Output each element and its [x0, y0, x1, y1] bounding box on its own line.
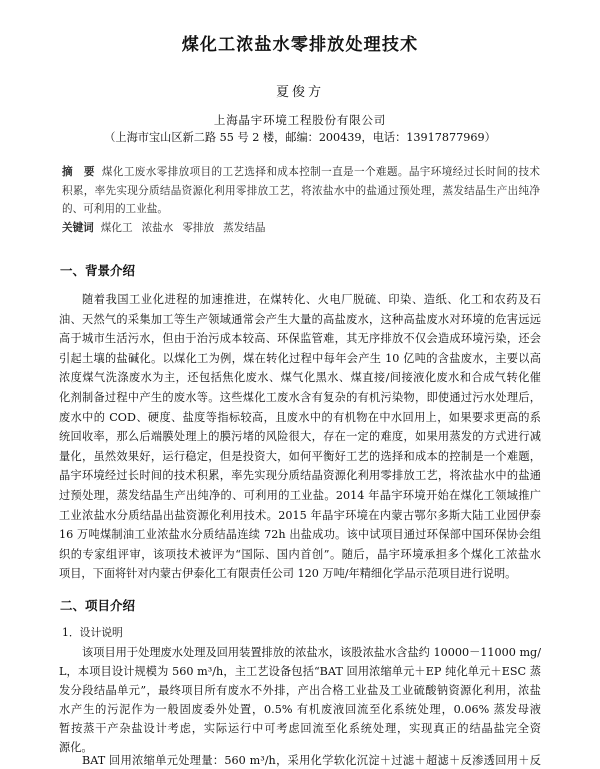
keyword: 煤化工 — [100, 221, 133, 234]
section-heading-background: 一、背景介绍 — [60, 263, 136, 278]
paragraph-line: 废水中的 COD、硬度、盐度等指标较高，且废水中的有机物在中水回用上，如果要求更高的系 — [59, 410, 541, 424]
keywords-line — [62, 219, 540, 238]
paper-address: （上海市宝山区新二路 55 号 2 楼，邮编：200439，电话：13917877969） — [104, 131, 496, 144]
subsection-heading-design: 1．设计说明 — [62, 626, 123, 639]
paragraph-line: 工业浓盐水分质结晶出盐资源化利用技术。2015 年晶宇环境在内蒙古鄂尔多斯大陆工业园伊泰 — [59, 508, 541, 522]
paragraph-line: 化剂制备过程中产生的废水等。这些煤化工废水含有复杂的有机污染物，即使通过污水处理后， — [59, 390, 541, 404]
design-paragraph — [59, 643, 541, 757]
paragraph-line: BAT 回用浓缩单元处理量：560 m³/h，采用化学软化沉淀＋过滤＋超滤＋反渗透回用＋反 — [82, 754, 541, 767]
abstract-line: 积累，率先实现分质结晶资源化利用零排放工艺，将浓盐水中的盐通过预处理，蒸发结晶生产出纯净 — [62, 184, 540, 197]
paragraph-line: 量化，虽然效果好，运行稳定，但是投资大，如何平衡好工艺的选择和成本的控制是一个难题， — [59, 449, 541, 463]
paper-author: 夏俊方 — [275, 85, 324, 100]
paragraph-line: 浓度煤气洗涤废水为主，还包括焦化废水、煤气化黑水、煤直接/间接液化废水和合成气转化催 — [59, 371, 541, 385]
bat-paragraph — [59, 754, 541, 768]
paragraph-line: 水产生的污泥作为一般固废委外处置，0.5% 有机废液回流至化系统处理，0.06% 蒸发母液 — [59, 703, 541, 716]
section-heading-project: 二、项目介绍 — [60, 598, 136, 613]
background-paragraph — [59, 290, 541, 584]
paragraph-line: 油、天然气的采集加工等生产领域通常会产生大量的高盐废水，这种高盐废水对环境的危害远远 — [59, 312, 541, 326]
abstract-line: 的、可利用的工业盐。 — [62, 203, 168, 215]
paragraph-line: 发分段结晶单元”，最终项目所有废水不外排，产出合格工业盐及工业硫酸钠资源化利用，浓盐 — [59, 684, 541, 697]
paragraph-line: 项目，下面将针对内蒙古伊泰化工有限责任公司 120 万吨/年精细化学品示范项目进行说明。 — [59, 567, 517, 581]
paper-affiliation: 上海晶宇环境工程股份有限公司 — [213, 113, 387, 127]
paragraph-line: 过预处理，蒸发结晶生产出纯净的、可利用的工业盐。2014 年晶宇环境开始在煤化工领域推广 — [59, 488, 541, 502]
paragraph-line: 随着我国工业化进程的加速推进，在煤转化、火电厂脱硫、印染、造纸、化工和农药及石 — [82, 293, 541, 306]
paper-title: 煤化工浓盐水零排放处理技术 — [181, 35, 419, 55]
keyword: 浓盐水 — [141, 221, 174, 234]
paragraph-line: 16 万吨煤制油工业浓盐水分质结晶连续 72h 出盐成功。该中试项目通过环保部中国环保协会组 — [59, 528, 541, 542]
abstract-block — [62, 163, 540, 237]
paragraph-line: 暂按蒸干产杂盐设计考虑，实际运行中可考虑回流至化系统处理，实现真正的结晶盐完全资 — [59, 722, 541, 735]
paragraph-line: 引起土壤的盐碱化。以煤化工为例，煤在转化过程中每年会产生 10 亿吨的含盐废水，主要以高 — [59, 351, 541, 365]
keywords-label: 关键词 — [62, 221, 94, 234]
paragraph-line: 源化。 — [59, 741, 93, 754]
paragraph-line: 该项目用于处理废水处理及回用装置排放的浓盐水，该股浓盐水含盐约 10000－11000 mg/ — [82, 646, 541, 659]
paragraph-line: 统回收率，那么后端膜处理上的膜污堵的风险很大，存在一定的难度，如果用蒸发的方式进行减 — [59, 430, 541, 444]
abstract-text: 煤化工废水零排放项目的工艺选择和成本控制一直是一个难题。晶宇环境经过长时间的技术 — [101, 166, 541, 178]
paragraph-line: 织的专家组评审，该项技术被评为“国际、国内首创”。随后，晶宇环境承担多个煤化工浓盐水 — [59, 547, 541, 561]
paragraph-line: L，本项目设计规模为 560 m³/h，主工艺设备包括“BAT 回用浓缩单元＋EP 纯化单元＋ESC 蒸 — [59, 665, 541, 678]
paragraph-line: 晶宇环境经过长时间的技术积累，率先实现分质结晶资源化利用零排放工艺，将浓盐水中的盐通 — [59, 469, 541, 483]
keyword: 蒸发结晶 — [223, 221, 266, 234]
abstract-line — [62, 163, 540, 182]
paragraph-line: 高于城市生活污水，但由于治污成本较高、环保监管难，其无序排放不仅会造成环境污染，还会 — [59, 332, 541, 346]
abstract-label: 摘 要 — [62, 166, 95, 178]
keyword: 零排放 — [182, 221, 215, 234]
